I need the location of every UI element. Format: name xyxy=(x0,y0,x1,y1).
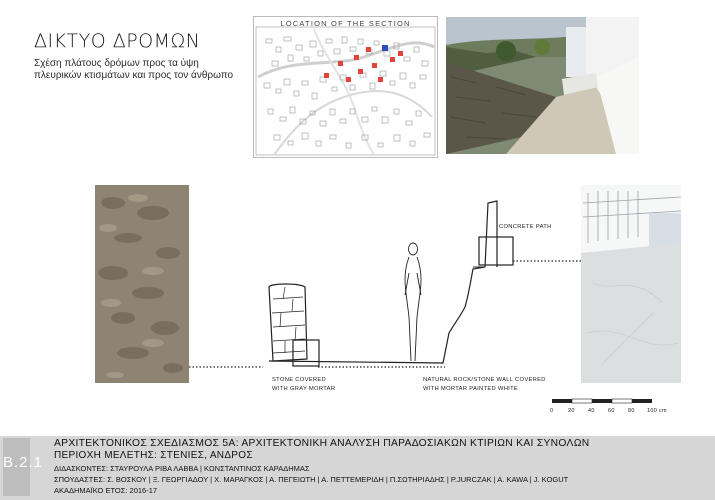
teachers-line: ΔΙΔΑΣΚΟΝΤΕΣ: ΣΤΑΥΡΟΥΛΑ ΡΙΒΑ ΛΑΒΒΑ | ΚΩΝΣΤΑΝΤΙΝΟΣ ΚΑΡΑΔΗΜΑΣ xyxy=(54,464,310,473)
scale-tick: 60 xyxy=(608,408,615,414)
map-marker xyxy=(338,61,343,66)
scale-tick: 20 xyxy=(568,408,575,414)
scale-tick: 0 xyxy=(550,408,554,414)
sheet-code: Β.2.1 xyxy=(3,454,44,471)
callout-stone-label-2: WITH GRAY MORTAR xyxy=(272,385,336,392)
street-section-drawing xyxy=(93,183,686,413)
scale-bar xyxy=(548,397,676,421)
map-marker xyxy=(366,47,371,52)
subtitle-line-2: πλευρικών κτισμάτων και προς τον άνθρωπο xyxy=(34,70,234,81)
human-figure xyxy=(405,243,421,361)
callout-rock-label-1: NATURAL ROCK/STONE WALL COVERED xyxy=(423,377,546,383)
academic-year: ΑΚΑΔΗΜΑΪΚΟ ΕΤΟΣ: 2016-17 xyxy=(54,486,158,495)
map-marker xyxy=(358,69,363,74)
map-drawing xyxy=(254,17,437,157)
scale-tick: 40 xyxy=(588,408,595,414)
map-marker xyxy=(398,51,403,56)
white-wall-texture xyxy=(581,185,681,383)
location-map xyxy=(253,16,438,158)
study-area: ΠΕΡΙΟΧΗ ΜΕΛΕΤΗΣ: ΣΤΕΝΙΕΣ, ΑΝΔΡΟΣ xyxy=(54,450,253,461)
callout-concrete-label: CONCRETE PATH xyxy=(499,224,552,230)
stone-wall-texture xyxy=(95,185,189,383)
map-marker xyxy=(378,77,383,82)
subtitle-line-1: Σχέση πλάτους δρόμων προς τα ύψη xyxy=(34,58,199,69)
scale-tick: 100 cm xyxy=(647,408,667,414)
map-label: LOCATION OF THE SECTION xyxy=(280,19,411,28)
scale-tick: 80 xyxy=(628,408,635,414)
street-photo xyxy=(446,17,639,154)
map-marker xyxy=(346,77,351,82)
students-line: ΣΠΟΥΔΑΣΤΕΣ: Σ. ΒΟΣΚΟΥ | Ξ. ΓΕΩΡΓΙΑΔΟΥ | Χ. ΜΑΡΑΓΚΟΣ | Α. ΠΕΓΕΙΩΤΗ | Α. ΠΕΤΤΕΜΕΡΙΔΗ | Π.ΣΩΤΗΡΙΑΔΗΣ | P.JURCZAK | A. KAWA | J. KOGUT xyxy=(54,475,569,484)
map-marker xyxy=(390,57,395,62)
callout-stone-label-1: STONE COVERED xyxy=(272,377,327,383)
page-title: ΔΙΚΤΥΟ ΔΡΟΜΩΝ xyxy=(34,30,201,52)
callout-rock-label-2: WITH MORTAR PAINTED WHITE xyxy=(423,385,519,392)
map-marker xyxy=(324,73,329,78)
course-title: ΑΡΧΙΤΕΚΤΟΝΙΚΟΣ ΣΧΕΔΙΑΣΜΟΣ 5Α: ΑΡΧΙΤΕΚΤΟΝΙΚΗ ΑΝΑΛΥΣΗ ΠΑΡΑΔΟΣΙΑΚΩΝ ΚΤΙΡΙΩΝ ΚΑΙ ΣΥΝΟΛΩΝ xyxy=(54,438,590,449)
map-marker xyxy=(354,55,359,60)
map-marker xyxy=(372,63,377,68)
map-marker-current xyxy=(382,45,388,51)
